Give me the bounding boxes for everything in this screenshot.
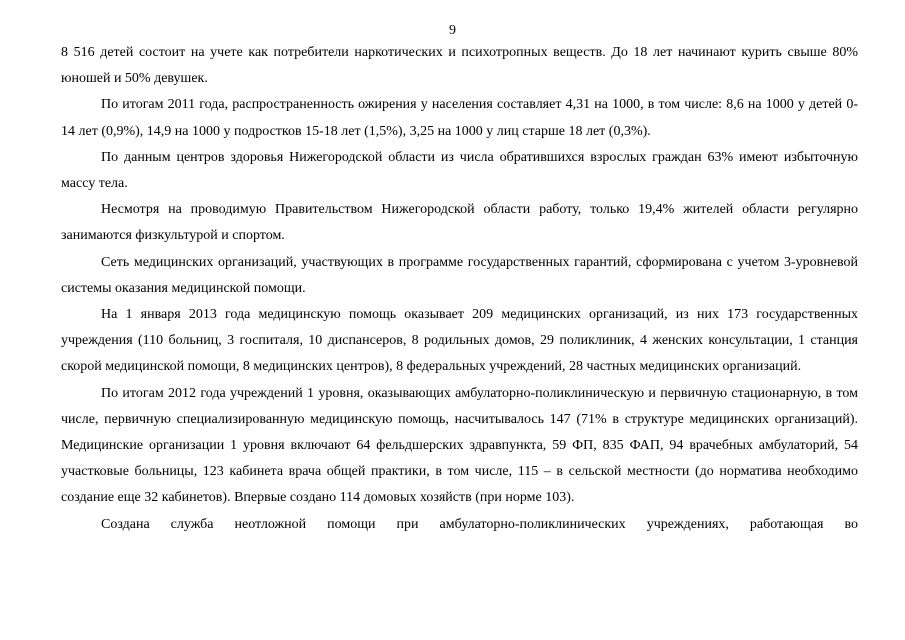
paragraph-sports: Несмотря на проводимую Правительством Нижегородской области работу, только 19,4% жителей области регулярно занимаются физкультурой и спортом. [61, 202, 858, 244]
paragraph-obesity: По итогам 2011 года, распространенность ожирения у населения составляет 4,31 на 1000, в том числе: 8,6 на 1000 у детей 0-14 лет (0,9%), 14,9 на 1000 у подростков 15-18 лет (1,5%), 3,25 на 1000 у лиц старше 18 лет (0,3%). [61, 97, 858, 139]
document-body [61, 40, 858, 538]
paragraph-organizations-count: На 1 января 2013 года медицинскую помощь оказывает 209 медицинских организаций, из них 173 государственных учреждения (110 больниц, 3 госпиталя, 10 диспансеров, 8 родильных домов, 29 поликлиник, 4 женских консультации, 1 станция скорой медицинской помощи, 8 медицинских центров), 8 федеральных учреждений, 28 частных медицинских организаций. [61, 307, 858, 375]
paragraph-health-centers: По данным центров здоровья Нижегородской области из числа обратившихся взрослых граждан 63% имеют избыточную массу тела. [61, 149, 858, 192]
paragraph-medical-network: Сеть медицинских организаций, участвующих в программе государственных гарантий, сформирована с учетом 3-уровневой системы оказания медицинской помощи. [61, 254, 858, 296]
paragraph-level-one-institutions: По итогам 2012 года учреждений 1 уровня, оказывающих амбулаторно-поликлиническую и первичную стационарную, в том числе, первичную специализированную медицинскую помощь, насчитывалось 147 (71% в структуре медицинских организаций). Медицинские организации 1 уровня включают 64 фельдшерских здравпункта, 59 ФП, 835 ФАП, 94 врачебных амбулаторий, 54 участковые больницы, 123 кабинета врача общей практики, в том числе, 115 – в сельской местности (до норматива необходимо создание еще 32 кабинетов). Впервые создано 114 домовых хозяйств (при норме 103). [61, 385, 858, 506]
paragraph-drug-use: 8 516 детей состоит на учете как потребители наркотических и психотропных веществ. До 18 лет начинают курить свыше 80% юношей и 50% девушек. [61, 45, 858, 87]
paragraph-emergency-service: Создана служба неотложной помощи при амбулаторно-поликлинических учреждениях, работающая во [101, 516, 858, 532]
page-number: 9 [449, 23, 456, 38]
